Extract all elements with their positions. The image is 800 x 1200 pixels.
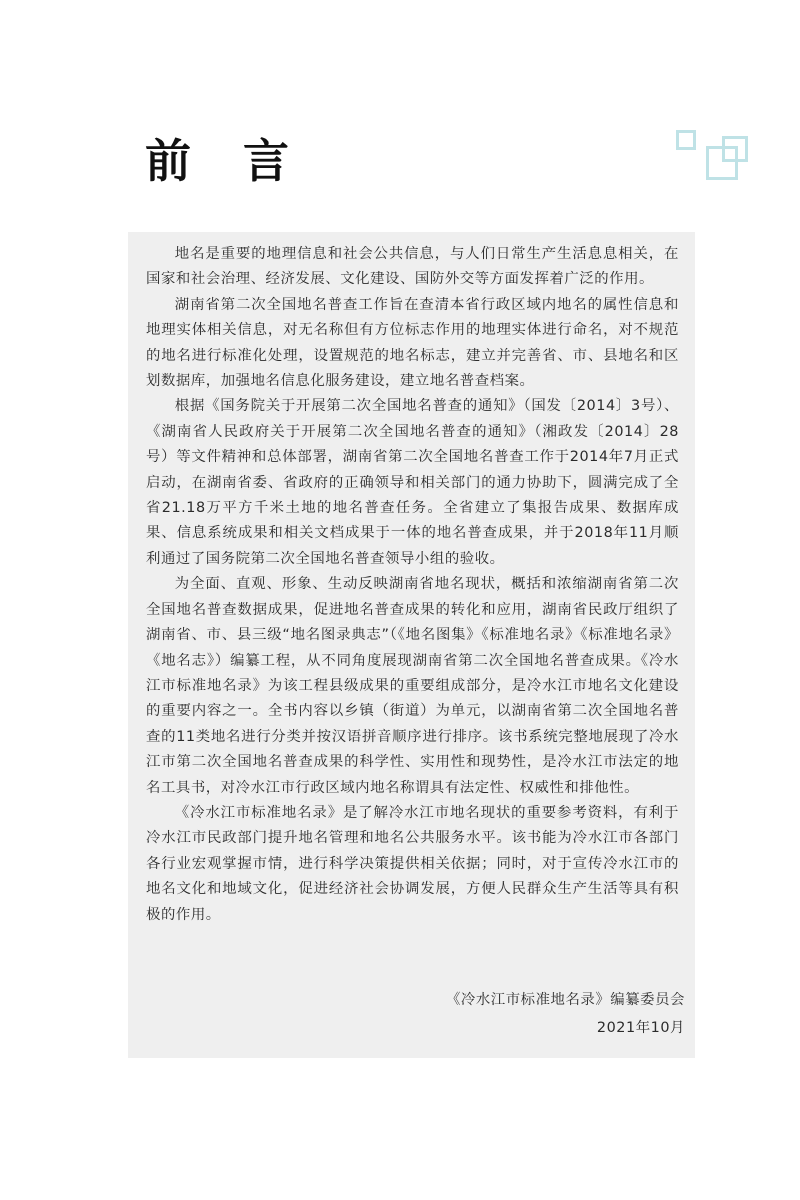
page-title: 前 言 xyxy=(145,134,308,188)
preface-body-panel xyxy=(128,232,695,1058)
preface-paragraph-2: 湖南省第二次全国地名普查工作旨在查清本省行政区域内地名的属性信息和地理实体相关信息，对无名称但有方位标志作用的地理实体进行命名，对不规范的地名进行标准化处理，设置规范的地名标志，建立并完善省、市、县地名和区划数据库，加强地名信息化服务建设，建立地名普查档案。 xyxy=(146,296,679,390)
signature-committee: 《冷水江市标准地名录》编纂委员会 xyxy=(445,992,685,1008)
signature-date: 2021年10月 xyxy=(596,1020,685,1036)
overlap-square-shape xyxy=(722,136,748,162)
preface-paragraph-3: 根据《国务院关于开展第二次全国地名普查的通知》（国发〔2014〕3号）、《湖南省人民政府关于开展第二次全国地名普查的通知》（湘政发〔2014〕28号）等文件精神和总体部署，湖南省第二次全国地名普查工作于2014年7月正式启动，在湖南省委、省政府的正确领导和相关部门的通力协助下，圆满完成了全省21.18万平方千米土地的地名普查任务。全省建立了集报告成果、数据库成果、信息系统成果和相关文档成果于一体的地名普查成果，并于2018年11月顺利通过了国务院第二次全国地名普查领导小组的验收。 xyxy=(146,398,679,567)
decorative-squares-icon xyxy=(672,128,752,188)
preface-paragraph-4: 为全面、直观、形象、生动反映湖南省地名现状，概括和浓缩湖南省第二次全国地名普查数据成果，促进地名普查成果的转化和应用，湖南省民政厅组织了湖南省、市、县三级“地名图录典志”（《地名图集》《标准地名录》《标准地名录》《地名志》）编纂工程，从不同角度展现湖南省第二次全国地名普查成果。《冷水江市标准地名录》为该工程县级成果的重要组成部分，是冷水江市地名文化建设的重要内容之一。全书内容以乡镇（街道）为单元，以湖南省第二次全国地名普查的11类地名进行分类并按汉语拼音顺序进行排序。该书系统完整地展现了冷水江市第二次全国地名普查成果的科学性、实用性和现势性，是冷水江市法定的地名工具书，对冷水江市行政区域内地名称谓具有法定性、权威性和排他性。 xyxy=(146,576,679,796)
preface-paragraph-5: 《冷水江市标准地名录》是了解冷水江市地名现状的重要参考资料，有利于冷水江市民政部门提升地名管理和地名公共服务水平。该书能为冷水江市各部门各行业宏观掌握市情，进行科学决策提供相关依据；同时，对于宣传冷水江市的地名文化和地域文化，促进经济社会协调发展，方便人民群众生产生活等具有积极的作用。 xyxy=(146,804,679,923)
small-square-shape xyxy=(676,130,696,150)
preface-paragraph-1: 地名是重要的地理信息和社会公共信息，与人们日常生产生活息息相关，在国家和社会治理、经济发展、文化建设、国防外交等方面发挥着广泛的作用。 xyxy=(146,246,679,288)
